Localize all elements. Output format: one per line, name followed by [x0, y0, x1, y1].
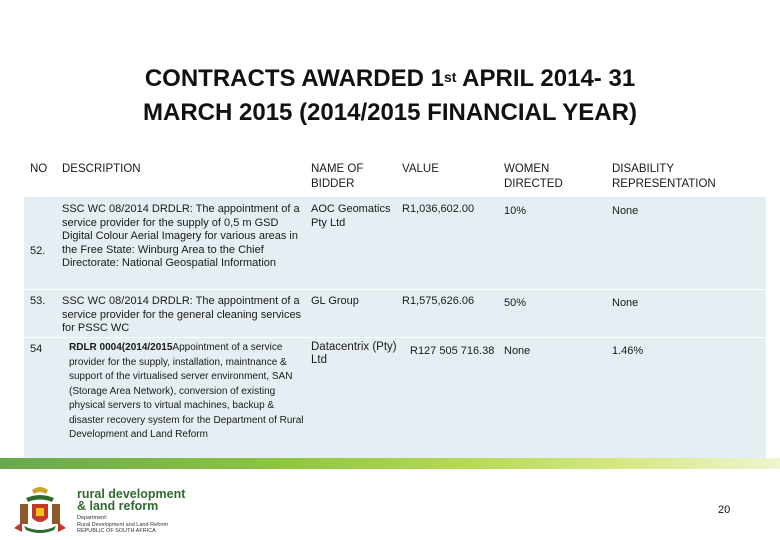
- header-value: VALUE: [402, 163, 439, 175]
- row-no: 52.: [30, 245, 46, 257]
- department-brand: [77, 488, 197, 535]
- header-description: DESCRIPTION: [62, 163, 141, 175]
- row-bidder: AOC Geomatics Pty Ltd: [311, 203, 391, 229]
- title-line-1: CONTRACTS AWARDED 1st APRIL 2014- 31: [144, 65, 636, 92]
- row-description: RDLR 0004(2014/2015Appointment of a service provider for the supply, installation, maintnance & support of the virtualised server environment, SAN (Storage Area Network), conversion of existing physical servers to virtual machines, backup & disaster recovery system for the Department of Rural Development and Land Reform: [69, 342, 304, 440]
- row-disability: None: [612, 205, 639, 217]
- row-women: None: [504, 345, 531, 357]
- header-no: NO: [30, 163, 48, 175]
- row-value: R1,036,602.00: [402, 203, 475, 215]
- row-bidder: Datacentrix (Pty) Ltd: [311, 341, 397, 366]
- contracts-table: [24, 153, 766, 461]
- page-number: 20: [718, 504, 731, 516]
- table-row: [24, 290, 766, 338]
- coat-of-arms-icon: [10, 484, 70, 538]
- table-header-row: [24, 153, 766, 197]
- page-title: [0, 62, 780, 130]
- department-text: Department: Rural Development and Land Reform REPUBLIC OF SOUTH AFRICA: [77, 515, 169, 534]
- row-value: R1,575,626.06: [402, 295, 475, 307]
- row-value: R127 505 716.38: [410, 345, 495, 357]
- header-women: WOMEN DIRECTED: [504, 163, 563, 190]
- row-no: 53.: [30, 295, 46, 307]
- header-disability: DISABILITY REPRESENTATION: [612, 163, 716, 190]
- row-bidder: GL Group: [311, 295, 359, 307]
- brand-line-1: rural development: [77, 487, 186, 501]
- row-disability: 1.46%: [612, 345, 644, 357]
- row-description: SSC WC 08/2014 DRDLR: The appointment of a service provider for the supply of 0,5 m GSD Digital Colour Aerial Imagery for various areas in the Free State: Winburg Area to the Chief Directorate: National Geospatial Information: [62, 203, 300, 269]
- row-no: 54: [30, 343, 43, 355]
- green-footer-bar: [0, 458, 780, 469]
- header-bidder: NAME OF BIDDER: [311, 163, 364, 190]
- table-row: [24, 338, 766, 461]
- row-women: 50%: [504, 297, 527, 309]
- table-row: [24, 197, 766, 290]
- brand-line-2: & land reform: [77, 499, 159, 513]
- title-line-2: MARCH 2015 (2014/2015 FINANCIAL YEAR): [143, 99, 637, 126]
- row-women: 10%: [504, 205, 527, 217]
- row-disability: None: [612, 297, 639, 309]
- row-description: SSC WC 08/2014 DRDLR: The appointment of a service provider for the general cleaning services for PSSC WC: [62, 295, 302, 334]
